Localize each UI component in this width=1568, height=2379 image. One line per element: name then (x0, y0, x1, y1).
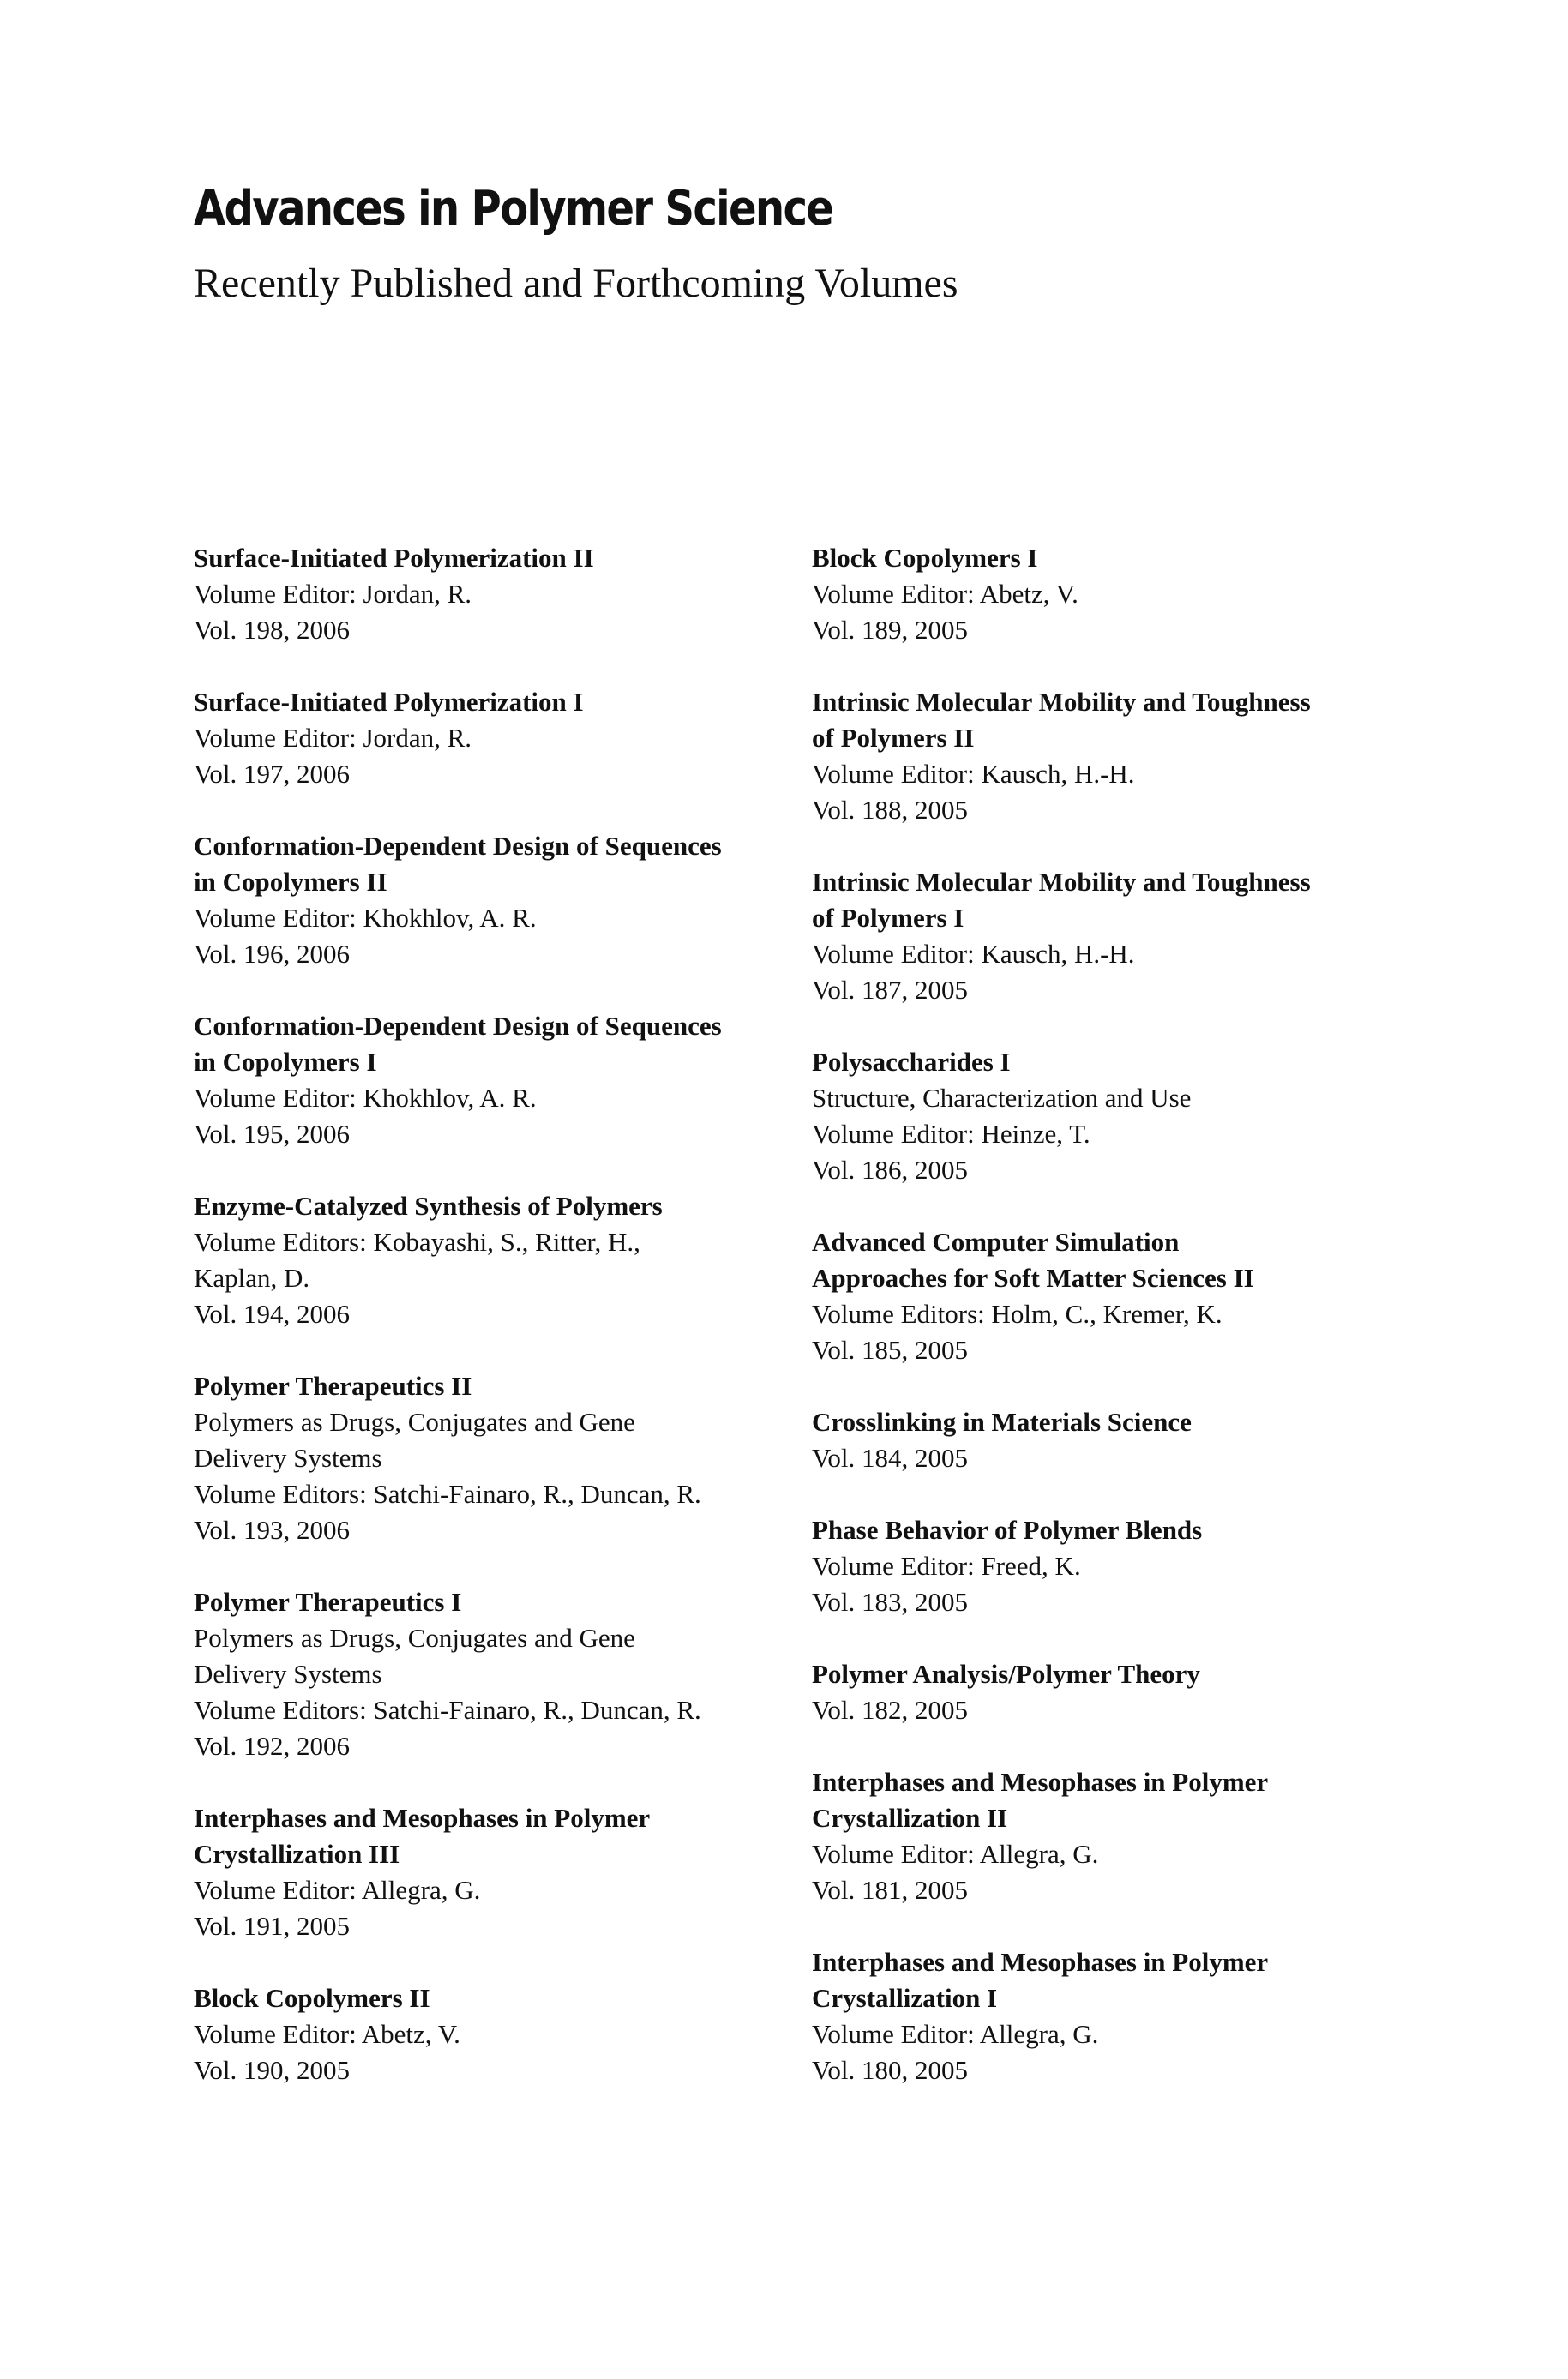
volume-title-line: Block Copolymers II (194, 1983, 430, 2013)
volume-detail-line: Polymers as Drugs, Conjugates and Gene (194, 1623, 635, 1653)
volume-title-line: in Copolymers II (194, 867, 387, 897)
volume-title-line: of Polymers II (812, 723, 975, 753)
volume-title-line: Polymer Analysis/Polymer Theory (812, 1659, 1200, 1689)
volume-entry (812, 684, 1412, 828)
volume-detail-line: Vol. 193, 2006 (194, 1515, 351, 1545)
volume-title-line: Surface-Initiated Polymerization I (194, 687, 584, 717)
volume-entry (194, 828, 794, 972)
volume-detail-line: Vol. 180, 2005 (812, 2055, 969, 2085)
volume-detail-line: Vol. 198, 2006 (194, 615, 351, 645)
volume-title-line: Advanced Computer Simulation (812, 1227, 1180, 1257)
volume-detail-line: Volume Editor: Freed, K. (812, 1551, 1081, 1581)
volume-entry (812, 1224, 1412, 1368)
volume-detail-line: Volume Editor: Allegra, G. (812, 2019, 1099, 2049)
volume-detail-line: Volume Editor: Abetz, V. (812, 579, 1078, 609)
volume-detail-line: Volume Editor: Allegra, G. (194, 1875, 481, 1905)
volume-detail-line: Vol. 181, 2005 (812, 1875, 969, 1905)
volume-detail-line: Volume Editor: Khokhlov, A. R. (194, 903, 537, 933)
volume-title-line: Interphases and Mesophases in Polymer (194, 1803, 651, 1833)
volume-entry (812, 1512, 1412, 1620)
volume-entry (812, 864, 1412, 1008)
volume-entry (812, 540, 1412, 648)
volume-title-line: Intrinsic Molecular Mobility and Toughness (812, 687, 1311, 717)
volume-detail-line: Delivery Systems (194, 1443, 382, 1473)
volume-detail-line: Polymers as Drugs, Conjugates and Gene (194, 1407, 635, 1437)
volume-title-line: Interphases and Mesophases in Polymer (812, 1767, 1269, 1797)
volume-detail-line: Kaplan, D. (194, 1263, 310, 1293)
volume-detail-line: Vol. 185, 2005 (812, 1335, 969, 1365)
volume-entry (812, 1404, 1412, 1476)
series-subtitle: Recently Published and Forthcoming Volumes (194, 261, 958, 306)
volume-title-line: Crystallization III (194, 1839, 400, 1869)
volume-title-line: Interphases and Mesophases in Polymer (812, 1947, 1269, 1977)
volume-title-line: Crosslinking in Materials Science (812, 1407, 1192, 1437)
volume-entry (812, 1944, 1412, 2088)
volume-title-line: Block Copolymers I (812, 543, 1038, 573)
volume-title-line: Polymer Therapeutics I (194, 1587, 462, 1617)
volume-entry (194, 1008, 794, 1152)
volume-detail-line: Vol. 184, 2005 (812, 1443, 969, 1473)
volume-entry (194, 1800, 794, 1944)
volume-title-line: Polymer Therapeutics II (194, 1371, 472, 1401)
volume-detail-line: Vol. 190, 2005 (194, 2055, 351, 2085)
volume-detail-line: Vol. 188, 2005 (812, 795, 969, 825)
volume-title-line: Crystallization II (812, 1803, 1008, 1833)
volume-entry (812, 1656, 1412, 1728)
series-title: Advances in Polymer Science (194, 181, 833, 237)
volume-title-line: Crystallization I (812, 1983, 998, 2013)
volume-detail-line: Volume Editor: Khokhlov, A. R. (194, 1083, 537, 1113)
volume-detail-line: Vol. 183, 2005 (812, 1587, 969, 1617)
volume-title-line: Polysaccharides I (812, 1047, 1011, 1077)
volume-detail-line: Vol. 192, 2006 (194, 1731, 351, 1761)
volume-title-line: Phase Behavior of Polymer Blends (812, 1515, 1203, 1545)
volume-title-line: of Polymers I (812, 903, 964, 933)
volume-detail-line: Volume Editor: Kausch, H.-H. (812, 759, 1135, 789)
volume-detail-line: Vol. 195, 2006 (194, 1119, 351, 1149)
volume-entry (194, 1188, 794, 1332)
volume-detail-line: Volume Editor: Abetz, V. (194, 2019, 460, 2049)
volume-detail-line: Vol. 194, 2006 (194, 1299, 351, 1329)
volume-title-line: Conformation-Dependent Design of Sequences (194, 1011, 722, 1041)
volume-detail-line: Structure, Characterization and Use (812, 1083, 1192, 1113)
volume-detail-line: Vol. 197, 2006 (194, 759, 351, 789)
volume-title-line: Enzyme-Catalyzed Synthesis of Polymers (194, 1191, 663, 1221)
volume-detail-line: Volume Editor: Kausch, H.-H. (812, 939, 1135, 969)
volume-detail-line: Volume Editors: Kobayashi, S., Ritter, H., (194, 1227, 640, 1257)
volume-detail-line: Volume Editors: Satchi-Fainaro, R., Duncan, R. (194, 1479, 701, 1509)
volume-title-line: Conformation-Dependent Design of Sequences (194, 831, 722, 861)
volume-title-line: Intrinsic Molecular Mobility and Toughness (812, 867, 1311, 897)
volume-entry (194, 684, 794, 792)
volume-entry (812, 1764, 1412, 1908)
volume-detail-line: Volume Editor: Jordan, R. (194, 723, 472, 753)
volume-detail-line: Volume Editor: Allegra, G. (812, 1839, 1099, 1869)
volume-entry (194, 1584, 794, 1764)
volume-detail-line: Vol. 189, 2005 (812, 615, 969, 645)
volume-detail-line: Volume Editor: Jordan, R. (194, 579, 472, 609)
volume-entry (812, 1044, 1412, 1188)
volume-detail-line: Vol. 187, 2005 (812, 975, 969, 1005)
volume-detail-line: Vol. 196, 2006 (194, 939, 351, 969)
volume-detail-line: Volume Editors: Satchi-Fainaro, R., Duncan, R. (194, 1695, 701, 1725)
volume-detail-line: Volume Editors: Holm, C., Kremer, K. (812, 1299, 1223, 1329)
volume-list-right (812, 540, 1412, 2124)
volume-title-line: Surface-Initiated Polymerization II (194, 543, 594, 573)
volume-detail-line: Volume Editor: Heinze, T. (812, 1119, 1090, 1149)
volume-entry (194, 1980, 794, 2088)
volume-list-left (194, 540, 794, 2124)
volume-title-line: in Copolymers I (194, 1047, 377, 1077)
volume-detail-line: Vol. 186, 2005 (812, 1155, 969, 1185)
volume-title-line: Approaches for Soft Matter Sciences II (812, 1263, 1254, 1293)
volume-detail-line: Vol. 191, 2005 (194, 1911, 351, 1941)
volume-entry (194, 1368, 794, 1548)
volume-detail-line: Delivery Systems (194, 1659, 382, 1689)
volume-detail-line: Vol. 182, 2005 (812, 1695, 969, 1725)
volume-entry (194, 540, 794, 648)
